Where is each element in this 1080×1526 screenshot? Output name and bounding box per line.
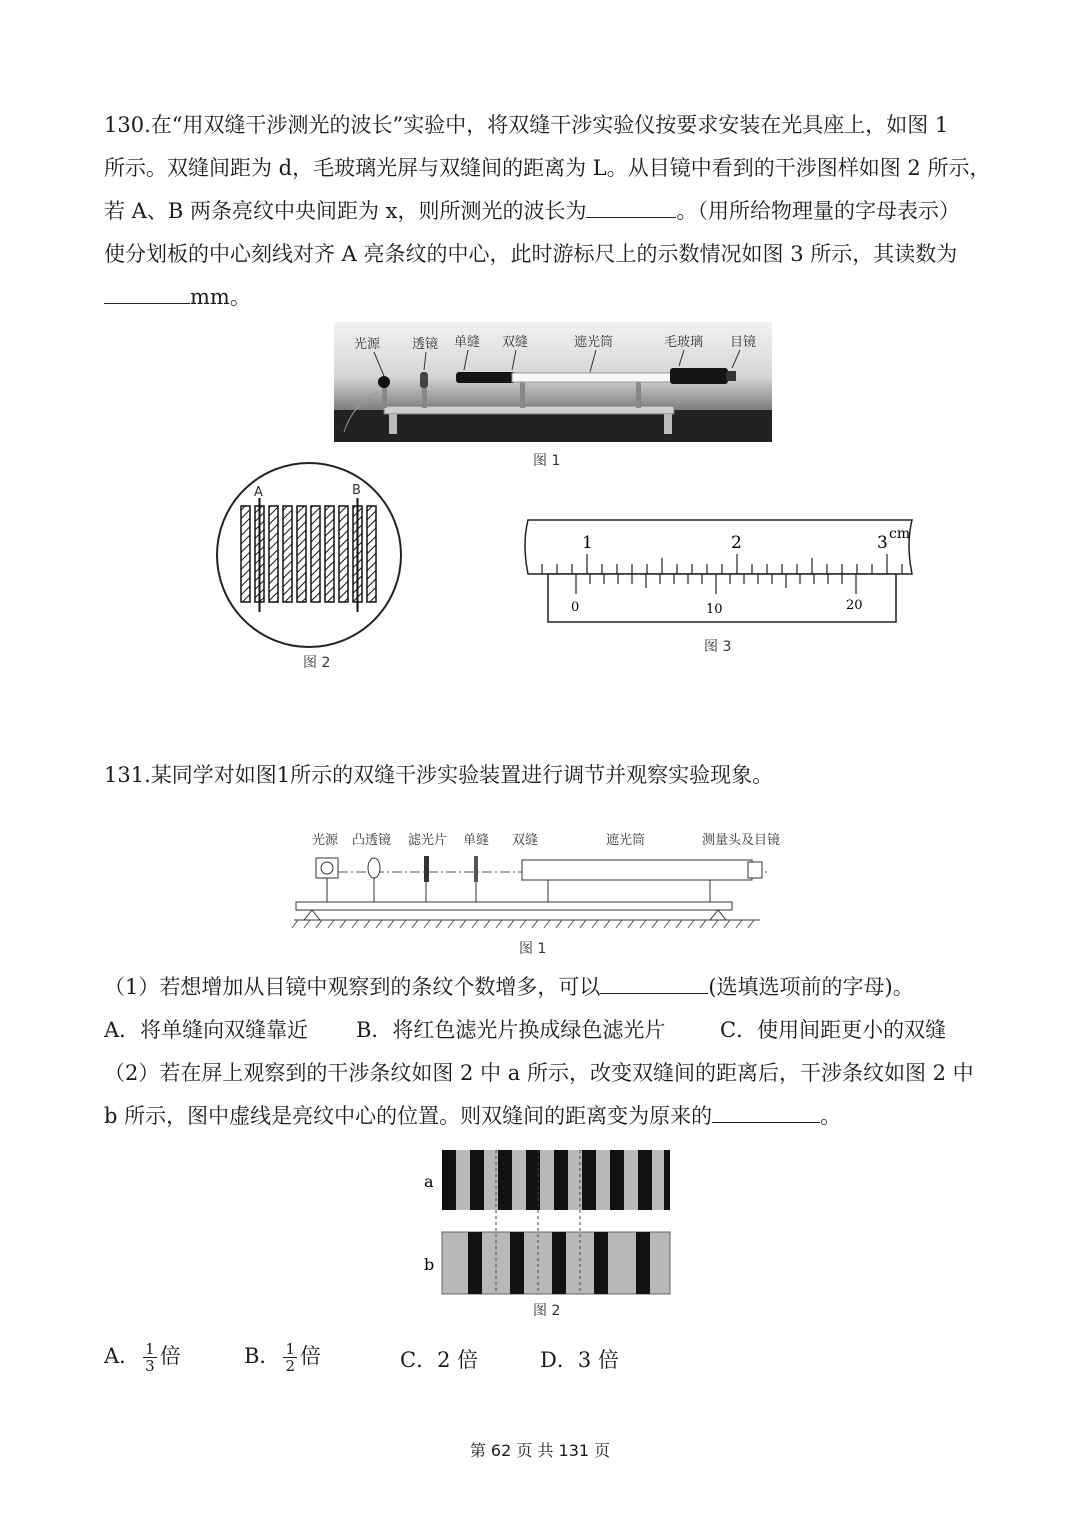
q130-line-5 [104,282,251,312]
q131-fig2-caption: 图 2 [533,1303,561,1319]
q131-fig1-label-single-slit: 单缝 [463,833,490,848]
fig1-label-double-slit: 双缝 [502,335,529,350]
q131-sub2-line-2 [104,1101,841,1131]
q131-sub1-tail: (选填选项前的字母)。 [708,975,914,999]
fig1-label-single-slit: 单缝 [454,335,481,350]
q131-sub1-blank[interactable] [600,993,708,994]
fig1-label-lens: 透镜 [412,337,439,352]
page-footer: 第 62 页 共 131 页 [469,1441,611,1460]
q131-sub2-line-1: （2）若在屏上观察到的干涉条纹如图 2 中 a 所示，改变双缝间的距离后，干涉条纹如图 2 中 [104,1061,974,1085]
q131-sub1-text: （1）若想增加从目镜中观察到的条纹个数增多，可以 [104,975,601,999]
q131-option-d[interactable]: D．3 倍 [540,1348,619,1372]
q131-fig2-fringes [416,1142,686,1298]
q130-line-1: 130.在“用双缝干涉测光的波长”实验中，将双缝干涉实验仪按要求安装在光具座上，如图 1 [104,113,949,137]
q130-line-2: 所示。双缝间距为 d，毛玻璃光屏与双缝间的距离为 L。从目镜中看到的干涉图样如图 2 所示， [104,156,991,180]
q131-sub2-blank[interactable] [712,1122,820,1123]
q131-option-a-fraction: $\frac{1}{3}$ [145,1340,155,1375]
q130-reading-blank[interactable] [104,303,190,304]
q131-option-b-fraction: $\frac{1}{2}$ [285,1340,295,1375]
fig1-label-tube: 遮光筒 [574,335,614,350]
q131-sub2-text: b 所示，图中虚线是亮纹中心的位置。则双缝间的距离变为原来的 [104,1104,713,1128]
q130-fig1-photo [334,322,772,442]
fig3-main-tick-1: 1 [582,533,593,553]
q131-fig1-label-tube: 遮光筒 [606,833,646,848]
q131-sub2-tail: 。 [820,1104,842,1128]
q131-sub1-option-b: B．将红色滤光片换成绿色滤光片 [356,1018,666,1042]
q130-line-3-tail: 。（用所给物理量的字母表示） [676,199,960,223]
fig3-vernier-tick-0: 0 [571,600,580,615]
fig3-unit: cm [889,526,911,542]
q130-line-4: 使分划板的中心刻线对齐 A 亮条纹的中心，此时游标尺上的示数情况如图 3 所示，其读数为 [104,242,958,266]
q131-fig2-label-b: b [424,1255,435,1274]
q131-option-c[interactable]: C．2 倍 [400,1348,479,1372]
q130-line-3 [104,196,960,226]
q131-fig1-label-double-slit: 双缝 [512,833,539,848]
fig1-label-light-source: 光源 [354,337,381,352]
fig2-label-a: A [254,485,263,500]
q130-fig2-caption: 图 2 [303,655,331,671]
fig3-main-tick-3: 3 [877,533,888,553]
q131-option-a[interactable]: A． $\frac{1}{3}$ 倍 [104,1340,181,1375]
q130-fig2-fringes [214,460,404,650]
q130-unit-mm: mm。 [190,285,251,309]
q131-sub1-options [104,1015,946,1045]
q131-fig1-label-filter: 滤光片 [408,833,448,848]
fig2-label-b: B [352,483,361,498]
fig3-vernier-tick-10: 10 [706,602,723,617]
q131-stem: 131.某同学对如图1所示的双缝干涉实验装置进行调节并观察实验现象。 [104,763,774,787]
fig3-main-tick-2: 2 [731,533,742,553]
q130-fig1-caption: 图 1 [533,453,561,469]
q131-sub1-option-c: C．使用间距更小的双缝 [720,1018,947,1042]
fig1-label-frosted-glass: 毛玻璃 [664,335,704,350]
q131-option-b[interactable]: B． $\frac{1}{2}$ 倍 [244,1340,321,1375]
q131-fig1-label-convex-lens: 凸透镜 [352,833,392,848]
q130-wavelength-blank[interactable] [586,217,676,218]
q131-fig1-label-light-source: 光源 [312,833,339,848]
q131-fig1-caption: 图 1 [519,941,547,957]
q131-fig1-apparatus [290,826,800,938]
q131-sub1-option-a: A．将单缝向双缝靠近 [104,1018,309,1042]
fig1-label-eyepiece: 目镜 [730,335,757,350]
q130-fig3-vernier [520,514,920,626]
q131-sub1 [104,972,914,1002]
q131-fig2-label-a: a [424,1172,434,1191]
fig3-vernier-tick-20: 20 [846,598,863,613]
q130-line-3-text: 若 A、B 两条亮纹中央间距为 x，则所测光的波长为 [104,199,587,223]
q130-fig3-caption: 图 3 [704,639,732,655]
q131-fig1-label-measuring-head: 测量头及目镜 [702,833,781,848]
